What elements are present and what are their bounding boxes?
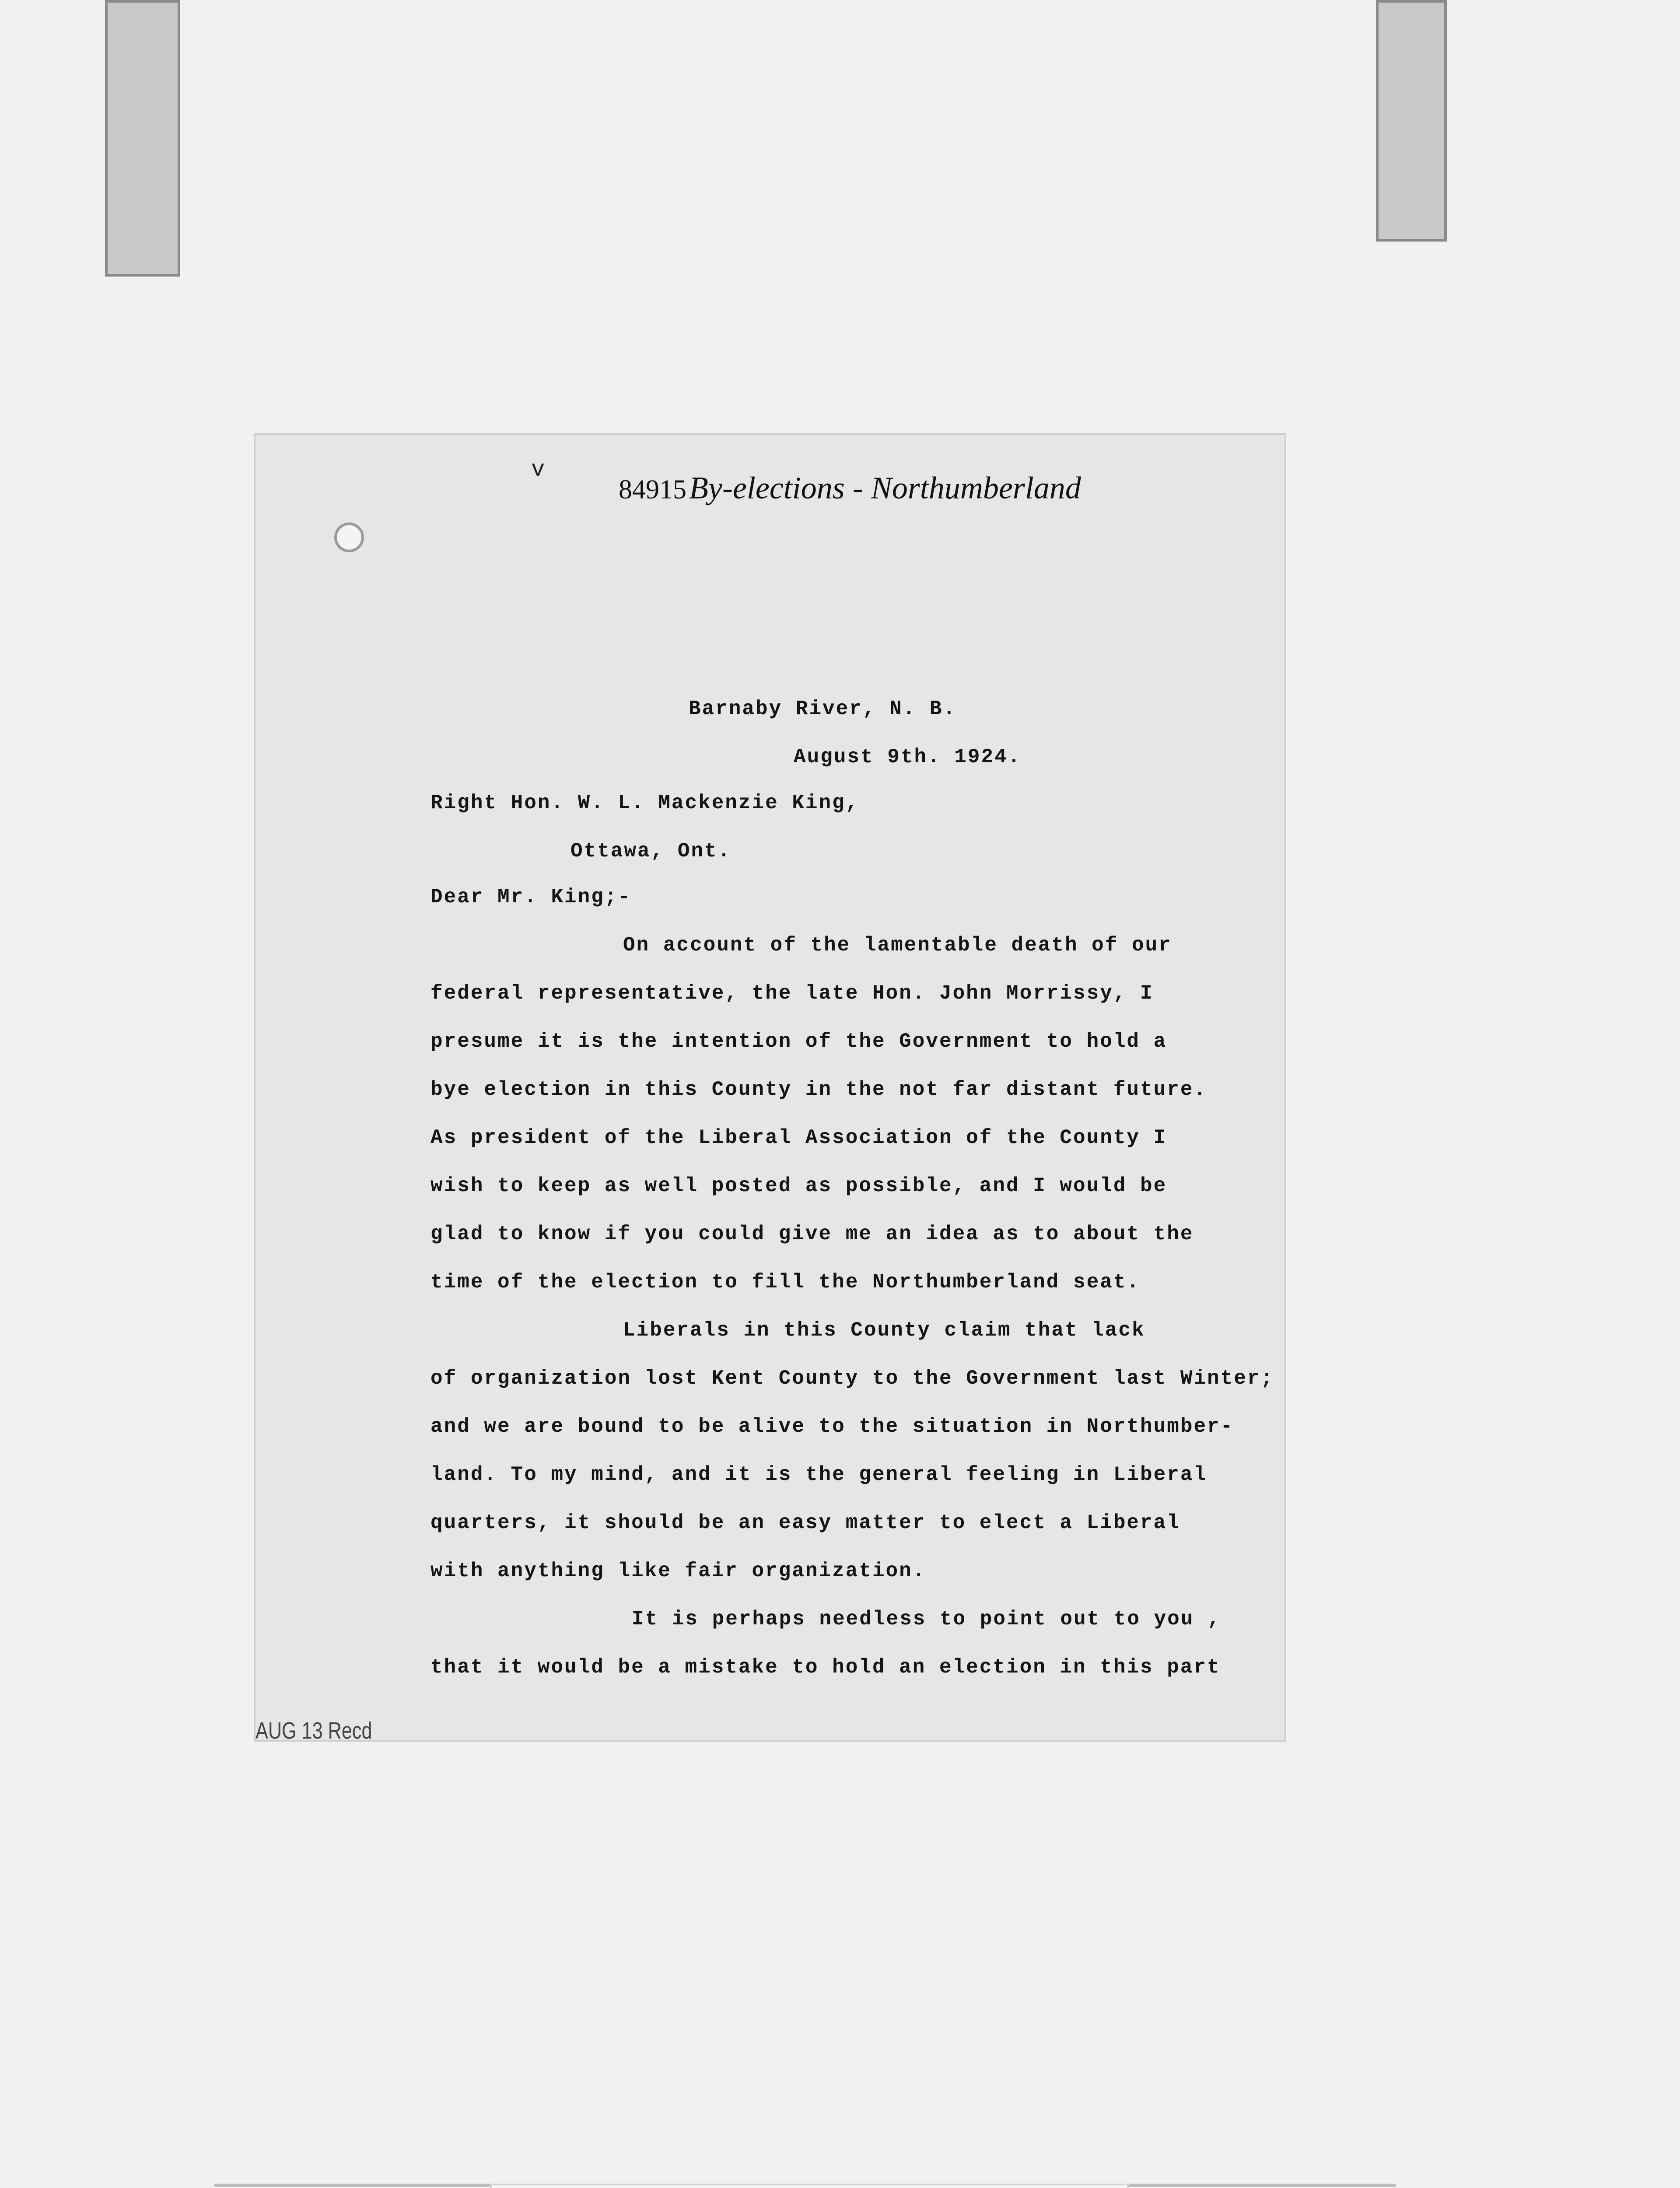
body-line: glad to know if you could give me an idea as to about the [430, 1223, 1194, 1245]
body-line: Liberals in this County claim that lack [623, 1319, 1145, 1342]
body-line: wish to keep as well posted as possible, and I would be [430, 1175, 1167, 1197]
punch-hole [334, 522, 364, 552]
body-line: federal representative, the late Hon. John Morrissy, I [430, 982, 1154, 1005]
body-line: On account of the lamentable death of our [623, 934, 1172, 957]
body-line: with anything like fair organization. [430, 1560, 926, 1582]
body-line: presume it is the intention of the Government to hold a [430, 1030, 1167, 1053]
salutation: Dear Mr. King;- [430, 886, 632, 908]
file-number: 84915 [619, 475, 686, 505]
letter-date: August 9th. 1924. [794, 746, 1022, 768]
volume-strip [490, 2184, 1129, 2188]
sender-place: Barnaby River, N. B. [689, 698, 957, 720]
body-line: bye election in this County in the not far distant future. [430, 1078, 1208, 1101]
file-annotation [619, 470, 1081, 506]
body-line: land. To my mind, and it is the general feeling in Liberal [430, 1463, 1208, 1486]
body-line: and we are bound to be alive to the situation in Northumber- [430, 1415, 1234, 1438]
body-line: that it would be a mistake to hold an election in this part [430, 1656, 1221, 1679]
body-line: time of the election to fill the Northumberland seat. [430, 1271, 1141, 1294]
body-line: quarters, it should be an easy matter to elect a Liberal [430, 1511, 1180, 1534]
mounting-tape [105, 0, 180, 277]
body-line: It is perhaps needless to point out to you , [632, 1608, 1221, 1630]
received-stamp: AUG 13 Recd [256, 1718, 372, 1744]
body-line: of organization lost Kent County to the Government last Winter; [430, 1367, 1274, 1390]
recipient-city: Ottawa, Ont. [570, 840, 732, 863]
mounting-tape [1376, 0, 1447, 242]
body-line: As president of the Liberal Association of the County I [430, 1126, 1167, 1149]
tick-mark: v [531, 457, 545, 483]
letter-page [254, 433, 1286, 1742]
recipient-name: Right Hon. W. L. Mackenzie King, [430, 792, 859, 814]
handwritten-file-note: By-elections - Northumberland [689, 470, 1081, 505]
